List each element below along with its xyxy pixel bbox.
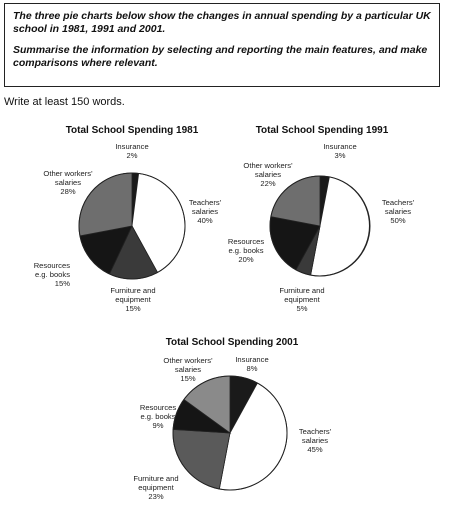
word-count-instruction: Write at least 150 words. [4, 96, 125, 108]
task-instruction: Summarise the information by selecting and reporting the main features, and make comparisons where relevant. [13, 44, 428, 69]
slice-label: Teachers' salaries 40% [188, 198, 222, 225]
slice-label: Resources e.g. books 20% [227, 237, 265, 264]
pie-chart-2 [228, 125, 415, 313]
slice-label: Teachers' salaries 45% [298, 427, 332, 454]
slice-label: Furniture and equipment 23% [133, 474, 179, 501]
pie-slice [79, 173, 132, 236]
pie-chart-1 [34, 125, 222, 313]
slice-label: Other workers' salaries 15% [163, 356, 213, 383]
slice-label: Other workers' salaries 22% [243, 161, 293, 188]
slice-label: Teachers' salaries 50% [381, 198, 415, 225]
slice-label: Insurance 3% [323, 142, 357, 160]
slice-label: Insurance 8% [235, 355, 269, 373]
slice-label: Resources e.g. books 9% [139, 403, 177, 430]
chart-title: Total School Spending 1981 [65, 125, 199, 136]
slice-label: Furniture and equipment 5% [279, 286, 325, 313]
task-description: The three pie charts below show the changes in annual spending by a particular UK school in 1981, 1991 and 2001. [13, 10, 431, 35]
slice-label: Resources e.g. books 15% [33, 261, 70, 288]
slice-label: Insurance 2% [115, 142, 149, 160]
slice-label: Furniture and equipment 15% [110, 286, 156, 313]
slice-label: Other workers' salaries 28% [43, 169, 93, 196]
chart-title: Total School Spending 2001 [165, 337, 299, 348]
chart-title: Total School Spending 1991 [255, 125, 389, 136]
pie-chart-3 [133, 337, 331, 501]
